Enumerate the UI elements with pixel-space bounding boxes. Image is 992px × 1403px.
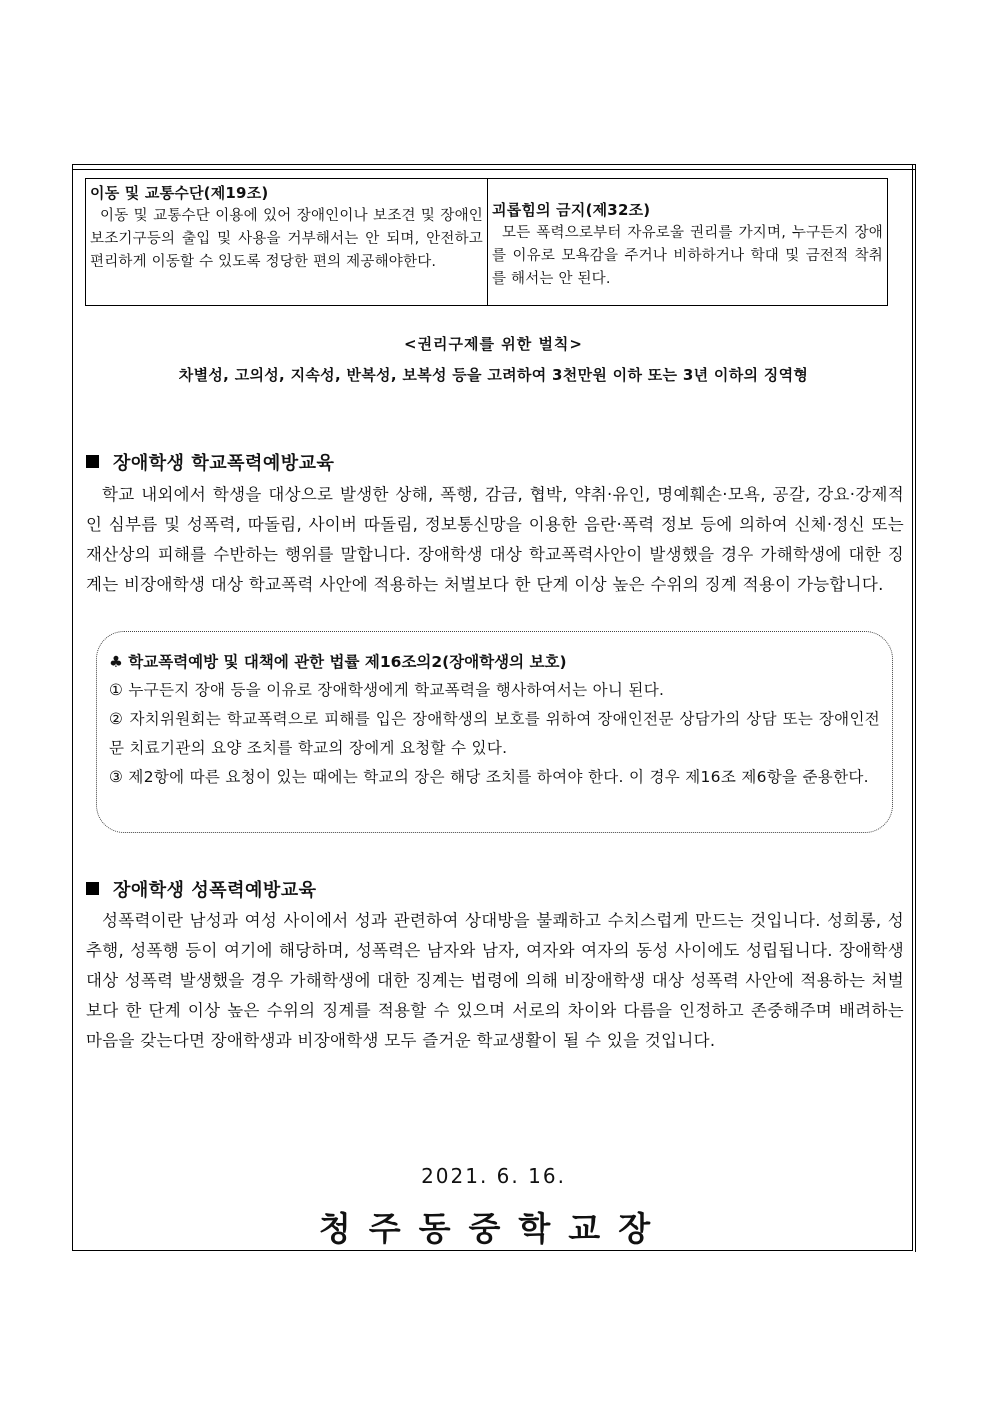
section-heading-sexual-violence (86, 876, 317, 902)
law-note-box (96, 631, 893, 833)
frame-top-rule (72, 164, 915, 165)
sexual-violence-paragraph: 성폭력이란 남성과 여성 사이에서 성과 관련하여 상대방을 불쾌하고 수치스럽게 만드는 것입니다. 성희롱, 성추행, 성폭행 등이 여기에 해당하며, 성폭력은 남자와 남자, 여자와 여자의 동성 사이에도 성립됩니다. 장애학생 대상 성폭력 발생했을 경우 가해학생에 대한 징계는 법령에 의해 비장애학생 대상 성폭력 사안에 적용하는 처벌보다 한 단계 이상 높은 수위의 징계를 적용할 수 있으며 서로의 차이와 다름을 인정하고 존중해주며 배려하는 마음을 갖는다면 장애학생과 비장애학생 모두 즐거운 학교생활이 될 수 있을 것입니다. (86, 911, 904, 1050)
square-bullet-icon (86, 455, 99, 468)
principal-signature: 청주동중학교장 (318, 1209, 669, 1248)
law-table (85, 178, 888, 306)
note-item: ① 누구든지 장애 등을 이유로 장애학생에게 학교폭력을 행사하여서는 아니 된다. (109, 681, 665, 699)
penalty-text: 차별성, 고의성, 지속성, 반복성, 보복성 등을 고려하여 3천만원 이하 또는 3년 이하의 징역형 (178, 366, 809, 384)
frame-top-rule-inner (72, 169, 915, 170)
document-date: 2021. 6. 16. (421, 1164, 566, 1188)
section-heading-text: 장애학생 성폭력예방교육 (113, 880, 317, 901)
school-violence-paragraph: 학교 내외에서 학생을 대상으로 발생한 상해, 폭행, 감금, 협박, 약취·유인, 명예훼손·모욕, 공갈, 강요·강제적인 심부름 및 성폭력, 따돌림, 사이버 따돌림, 정보통신망을 이용한 음란·폭력 정보 등에 의하여 신체·정신 또는 재산상의 피해를 수반하는 행위를 말합니다. 장애학생 대상 학교폭력사안이 발생했을 경우 가해학생에 대한 징계는 비장애학생 대상 학교폭력 사안에 적용하는 처벌보다 한 단계 이상 높은 수위의 징계 적용이 가능합니다. (86, 485, 904, 594)
law-cell-article-19 (86, 179, 488, 305)
law-title-article-19: 이동 및 교통수단(제19조) (90, 184, 269, 202)
note-item: ② 자치위원회는 학교폭력으로 피해를 입은 장애학생의 보호를 위하여 장애인전문 상담가의 상담 또는 장애인전문 치료기관의 요양 조치를 학교의 장에게 요청할 수 있다. (109, 710, 880, 757)
note-title: ♣ 학교폭력예방 및 대책에 관한 법률 제16조의2(장애학생의 보호) (109, 653, 567, 671)
law-text-article-19: 이동 및 교통수단 이용에 있어 장애인이나 보조견 및 장애인보조기구등의 출입 및 사용을 거부해서는 안 되며, 안전하고 편리하게 이동할 수 있도록 정당한 편의 제공해야한다. (90, 208, 483, 270)
section-heading-school-violence (86, 449, 334, 475)
frame-right-rule (915, 164, 916, 1252)
law-title-article-32: 괴롭힘의 금지(제32조) (492, 201, 651, 219)
note-item: ③ 제2항에 따른 요청이 있는 때에는 학교의 장은 해당 조치를 하여야 한다. 이 경우 제16조 제6항을 준용한다. (109, 768, 869, 786)
law-text-article-32: 모든 폭력으로부터 자유로울 권리를 가지며, 누구든지 장애를 이유로 모욕감을 주거나 비하하거나 학대 및 금전적 착취를 해서는 안 된다. (492, 225, 883, 287)
law-cell-article-32 (488, 179, 887, 305)
penalty-title: <권리구제를 위한 벌칙> (404, 335, 583, 353)
section-heading-text: 장애학생 학교폭력예방교육 (113, 453, 335, 474)
square-bullet-icon (86, 882, 99, 895)
